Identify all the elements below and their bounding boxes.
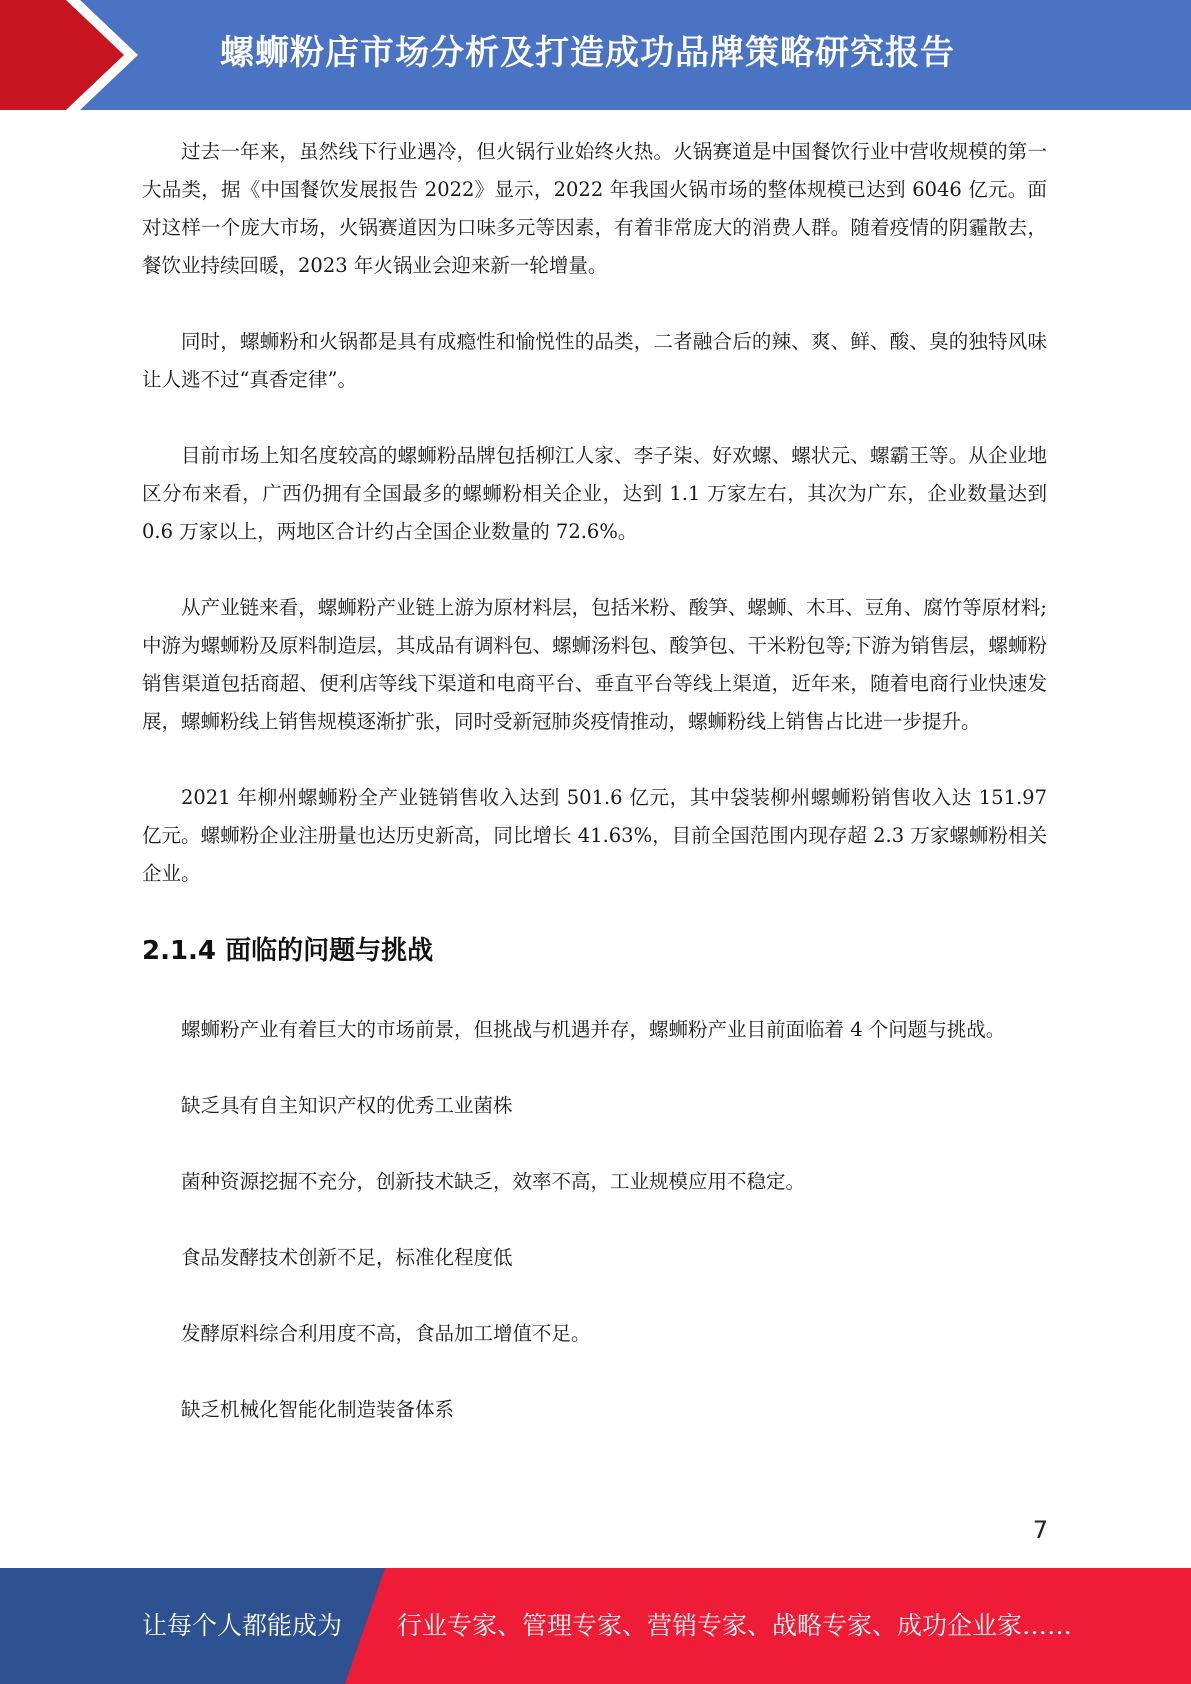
challenge-item: 发酵原料综合利用度不高，食品加工增值不足。	[181, 1322, 591, 1345]
report-title: 螺蛳粉店市场分析及打造成功品牌策略研究报告	[220, 33, 955, 73]
section-intro: 螺蛳粉产业有着巨大的市场前景，但挑战与机遇并存，螺蛳粉产业目前面临着 4 个问题与挑战。	[181, 1018, 1006, 1041]
challenge-item: 食品发酵技术创新不足，标准化程度低	[181, 1246, 513, 1269]
paragraph: 从产业链来看，螺蛳粉产业链上游为原材料层，包括米粉、酸笋、螺蛳、木耳、豆角、腐竹等原材料;中游为螺蛳粉及原料制造层，其成品有调料包、螺蛳汤料包、酸笋包、干米粉包等;下游为销售层，螺蛳粉销售渠道包括商超、便利店等线下渠道和电商平台、垂直平台等线上渠道，近年来，随着电商行业快速发展，螺蛳粉线上销售规模逐渐扩张，同时受新冠肺炎疫情推动，螺蛳粉线上销售占比进一步提升。	[142, 596, 1047, 733]
header-banner	[0, 0, 1191, 110]
footer-banner	[0, 1568, 1191, 1684]
challenge-item: 缺乏具有自主知识产权的优秀工业菌株	[181, 1094, 513, 1117]
footer-slogan-left: 让每个人都能成为	[142, 1611, 343, 1640]
challenge-item: 菌种资源挖掘不充分，创新技术缺乏，效率不高，工业规模应用不稳定。	[181, 1170, 806, 1193]
paragraph: 目前市场上知名度较高的螺蛳粉品牌包括柳江人家、李子柒、好欢螺、螺状元、螺霸王等。从企业地区分布来看，广西仍拥有全国最多的螺蛳粉相关企业，达到 1.1 万家左右，其次为广东，企业数量达到 0.6 万家以上，两地区合计约占全国企业数量的 72.6%。	[142, 444, 1047, 543]
page-content	[142, 133, 1047, 1467]
paragraph: 2021 年柳州螺蛳粉全产业链销售收入达到 501.6 亿元，其中袋装柳州螺蛳粉销售收入达 151.97 亿元。螺蛳粉企业注册量也达历史新高，同比增长 41.63%，目前全国范围内现存超 2.3 万家螺蛳粉相关企业。	[142, 786, 1047, 885]
section-heading: 2.1.4 面临的问题与挑战	[142, 936, 434, 966]
footer-slogan-right: 行业专家、管理专家、营销专家、战略专家、成功企业家……	[397, 1611, 1073, 1640]
paragraph: 过去一年来，虽然线下行业遇冷，但火锅行业始终火热。火锅赛道是中国餐饮行业中营收规模的第一大品类，据《中国餐饮发展报告 2022》显示，2022 年我国火锅市场的整体规模已达到 6046 亿元。面对这样一个庞大市场，火锅赛道因为口味多元等因素，有着非常庞大的消费人群。随着疫情的阴霾散去，餐饮业持续回暖，2023 年火锅业会迎来新一轮增量。	[142, 140, 1047, 277]
page-number: 7	[1032, 1516, 1048, 1544]
paragraph: 同时，螺蛳粉和火锅都是具有成瘾性和愉悦性的品类，二者融合后的辣、爽、鲜、酸、臭的独特风味让人逃不过“真香定律”。	[142, 330, 1047, 391]
challenge-item: 缺乏机械化智能化制造装备体系	[181, 1398, 455, 1421]
header-chevron-decoration	[0, 0, 150, 110]
